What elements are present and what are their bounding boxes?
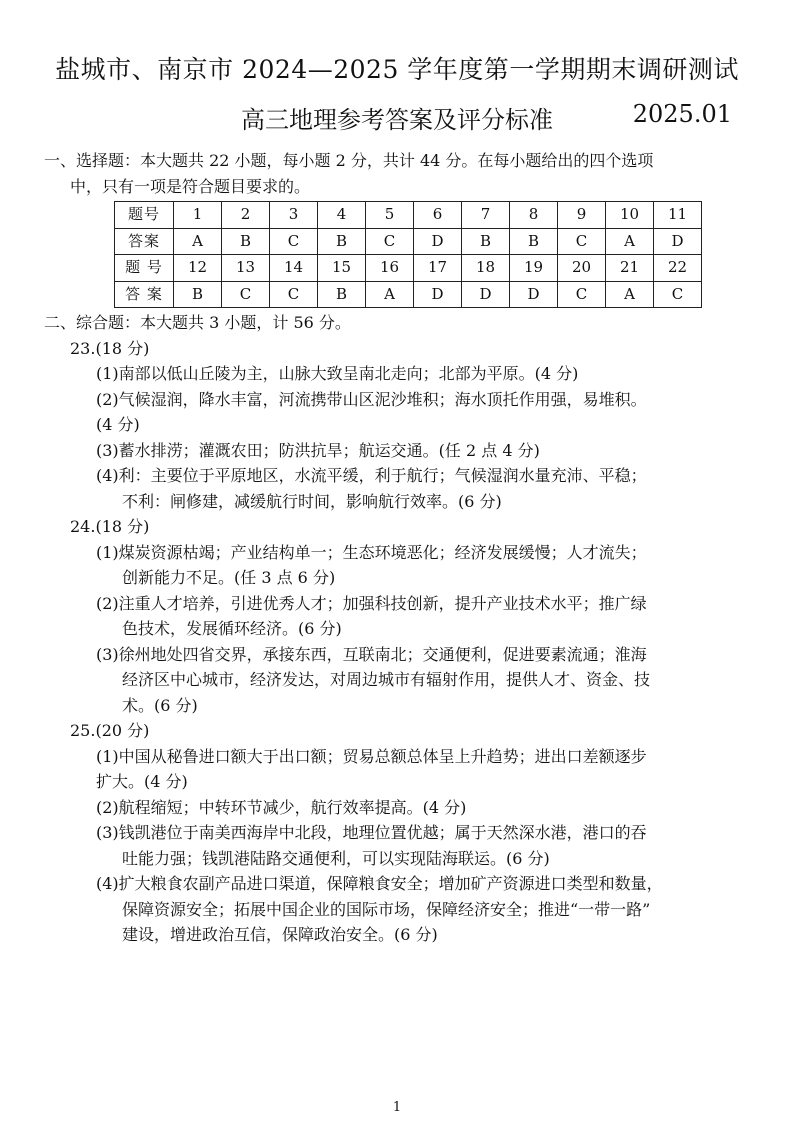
table-row (115, 202, 702, 229)
table-cell: C (270, 228, 318, 255)
table-cell: 16 (366, 255, 414, 282)
q24-answer-3-cont2: 术。(6 分) (122, 695, 198, 715)
table-cell: A (174, 228, 222, 255)
q25-answer-3: (3)钱凯港位于南美西海岸中北段，地理位置优越；属于天然深水港，港口的吞 (96, 823, 647, 842)
table-cell: D (414, 281, 462, 308)
q24-answer-2: (2)注重人才培养，引进优秀人才；加强科技创新，提升产业技术水平；推广绿 (96, 593, 647, 613)
subtitle-text: 高三地理参考答案及评分标准 (241, 106, 553, 134)
table-cell: C (270, 281, 318, 308)
table-row-header: 答 案 (115, 281, 174, 308)
table-cell: C (558, 228, 606, 255)
table-cell: D (510, 281, 558, 308)
table-cell: B (222, 228, 270, 255)
table-cell: 22 (654, 255, 702, 282)
table-cell: D (654, 228, 702, 255)
table-cell: 9 (558, 202, 606, 229)
document-date: 2025.01 (632, 100, 732, 128)
table-cell: B (318, 228, 366, 255)
table-cell: 6 (414, 202, 462, 229)
q23-answer-4: (4)利：主要位于平原地区，水流平缓，利于航行；气候湿润水量充沛、平稳； (96, 466, 647, 485)
q25-answer-4: (4)扩大粮食农副产品进口渠道，保障粮食安全；增加矿产资源进口类型和数量， (96, 874, 663, 893)
q25-answer-4-cont2: 建设，增进政治互信，保障政治安全。(6 分) (122, 925, 438, 944)
table-cell: A (606, 228, 654, 255)
table-cell: A (606, 281, 654, 308)
table-cell: 5 (366, 202, 414, 229)
q24-answer-3: (3)徐州地处四省交界，承接东西，互联南北；交通便利，促进要素流通；淮海 (96, 644, 647, 664)
table-cell: 10 (606, 202, 654, 229)
table-row (115, 255, 702, 282)
table-cell: B (462, 228, 510, 255)
table-cell: C (558, 281, 606, 308)
table-cell: 2 (222, 202, 270, 229)
q24-answer-1: (1)煤炭资源枯竭；产业结构单一；生态环境恶化；经济发展缓慢；人才流失； (96, 542, 647, 562)
table-cell: 18 (462, 255, 510, 282)
section2-heading: 二、综合题：本大题共 3 小题，计 56 分。 (44, 313, 351, 332)
document-subtitle (0, 100, 794, 135)
q24-answer-3-cont: 经济区中心城市，经济发达，对周边城市有辐射作用，提供人才、资金、技 (122, 670, 651, 689)
table-cell: D (462, 281, 510, 308)
table-cell: 20 (558, 255, 606, 282)
table-cell: 21 (606, 255, 654, 282)
q23-heading: 23.(18 分) (70, 338, 150, 358)
q24-answer-1-cont: 创新能力不足。(任 3 点 6 分) (122, 568, 336, 587)
document-title: 盐城市、南京市 2024—2025 学年度第一学期期末调研测试 (55, 55, 739, 84)
q24-heading: 24.(18 分) (70, 517, 150, 536)
table-cell: 11 (654, 202, 702, 229)
table-row-header: 题号 (115, 202, 174, 229)
table-cell: 4 (318, 202, 366, 229)
table-cell: 19 (510, 255, 558, 282)
table-row (115, 281, 702, 308)
table-cell: B (318, 281, 366, 308)
q25-heading: 25.(20 分) (70, 721, 150, 740)
table-cell: 15 (318, 255, 366, 282)
page-number: 1 (392, 1100, 402, 1115)
table-row-header: 题 号 (115, 255, 174, 282)
table-cell: D (414, 228, 462, 255)
q23-answer-4-cont: 不利：闸修建，减缓航行时间，影响航行效率。(6 分) (122, 491, 502, 511)
table-cell: 13 (222, 255, 270, 282)
q23-answer-2-cont: (4 分) (96, 415, 140, 434)
section1-heading-cont: 中，只有一项是符合题目要求的。 (70, 176, 311, 196)
table-row (115, 228, 702, 255)
q23-answer-1: (1)南部以低山丘陵为主，山脉大致呈南北走向；北部为平原。(4 分) (96, 364, 579, 383)
table-cell: C (366, 228, 414, 255)
table-cell: 17 (414, 255, 462, 282)
table-cell: 14 (270, 255, 318, 282)
q24-answer-2-cont: 色技术，发展循环经济。(6 分) (122, 619, 342, 638)
q25-answer-1-cont: 扩大。(4 分) (96, 772, 188, 791)
answer-table (114, 201, 702, 308)
table-row-header: 答案 (115, 228, 174, 255)
answer-content (44, 148, 756, 948)
table-cell: 1 (174, 202, 222, 229)
table-cell: C (654, 281, 702, 308)
table-cell: C (222, 281, 270, 308)
q25-answer-3-cont: 吐能力强；钱凯港陆路交通便利，可以实现陆海联运。(6 分) (122, 848, 550, 868)
q23-answer-3: (3)蓄水排涝；灌溉农田；防洪抗旱；航运交通。(任 2 点 4 分) (96, 440, 540, 460)
table-cell: A (366, 281, 414, 308)
table-cell: B (510, 228, 558, 255)
q25-answer-2: (2)航程缩短；中转环节减少，航行效率提高。(4 分) (96, 797, 467, 817)
table-cell: 7 (462, 202, 510, 229)
q25-answer-1: (1)中国从秘鲁进口额大于出口额；贸易总额总体呈上升趋势；进出口差额逐步 (96, 746, 647, 766)
q23-answer-2: (2)气候湿润，降水丰富，河流携带山区泥沙堆积；海水顶托作用强，易堆积。 (96, 389, 647, 409)
section1-heading: 一、选择题：本大题共 22 小题，每小题 2 分，共计 44 分。在每小题给出的四个选项 (44, 151, 654, 170)
table-cell: 12 (174, 255, 222, 282)
table-cell: B (174, 281, 222, 308)
q25-answer-4-cont: 保障资源安全；拓展中国企业的国际市场，保障经济安全；推进“一带一路” (122, 899, 651, 919)
table-cell: 3 (270, 202, 318, 229)
table-cell: 8 (510, 202, 558, 229)
